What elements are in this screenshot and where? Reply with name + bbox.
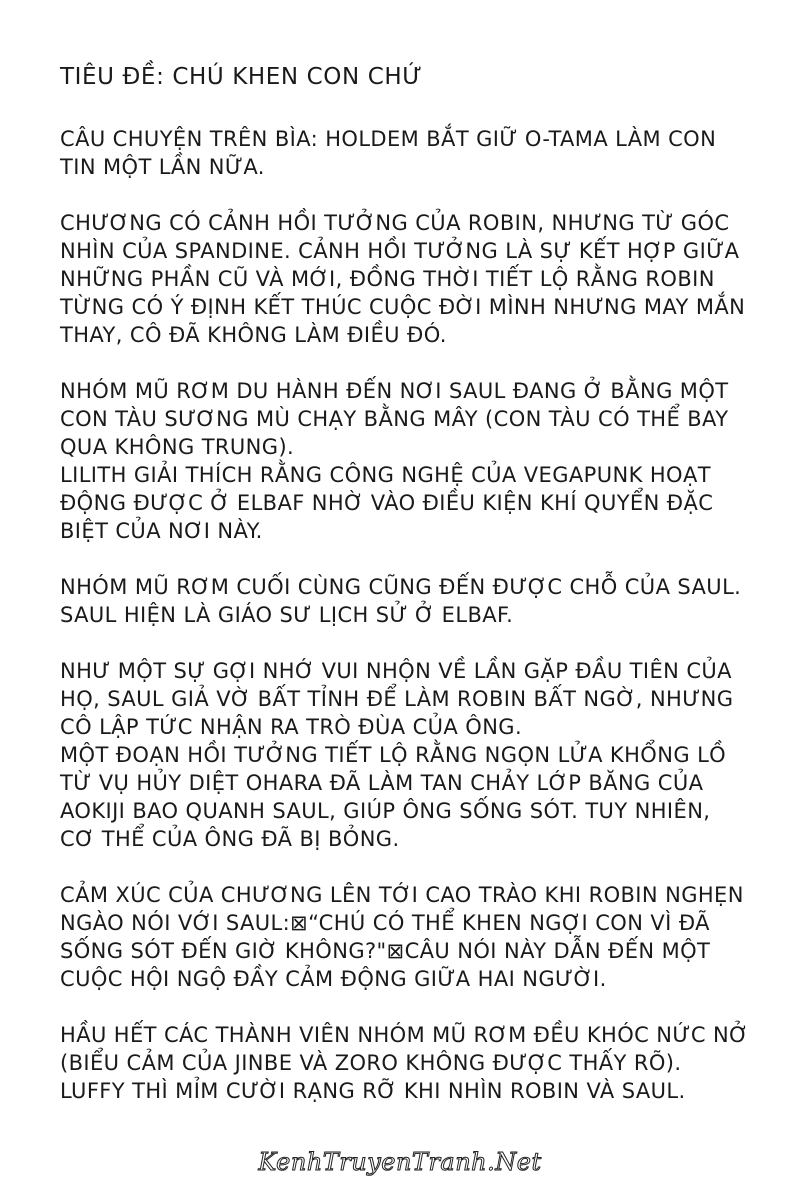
text-line: CÂU CHUYỆN TRÊN BÌA: HOLDEM BẮT GIỮ O-TAMA LÀM CON: [60, 127, 717, 151]
text-line: (BIỂU CẢM CỦA JINBE VÀ ZORO KHÔNG ĐƯỢC THẤY RÕ).: [60, 1051, 682, 1075]
text-line: NHÌN CỦA SPANDINE. CẢNH HỒI TƯỞNG LÀ SỰ KẾT HỢP GIỮA: [60, 239, 740, 263]
text-line: HỌ, SAUL GIẢ VỜ BẤT TỈNH ĐỂ LÀM ROBIN BẤT NGỜ, NHƯNG: [60, 687, 734, 711]
text-line: NHỮNG PHẦN CŨ VÀ MỚI, ĐỒNG THỜI TIẾT LỘ RẰNG ROBIN: [60, 267, 715, 291]
site-watermark: KenhTruyenTranh.Net: [258, 1148, 542, 1176]
text-line: TỪNG CÓ Ý ĐỊNH KẾT THÚC CUỘC ĐỜI MÌNH NHƯNG MAY MẮN: [60, 295, 746, 319]
text-line: NHƯ MỘT SỰ GỢI NHỚ VUI NHỘN VỀ LẦN GẶP ĐẦU TIÊN CỦA: [60, 659, 732, 683]
text-line: NGÀO NÓI VỚI SAUL:⊠“CHÚ CÓ THỂ KHEN NGỢI CON VÌ ĐÃ: [60, 911, 710, 935]
text-line: LILITH GIẢI THÍCH RẰNG CÔNG NGHỆ CỦA VEGAPUNK HOẠT: [60, 463, 711, 487]
text-line: SỐNG SÓT ĐẾN GIỜ KHÔNG?"⊠CÂU NÓI NÀY DẪN ĐẾN MỘT: [60, 939, 711, 963]
chapter-title: TIÊU ĐỀ: CHÚ KHEN CON CHỨ: [60, 64, 423, 90]
text-line: THAY, CÔ ĐÃ KHÔNG LÀM ĐIỀU ĐÓ.: [60, 323, 447, 347]
text-line: BIỆT CỦA NƠI NÀY.: [60, 519, 263, 543]
text-line: NHÓM MŨ RƠM DU HÀNH ĐẾN NƠI SAUL ĐANG Ở BẰNG MỘT: [60, 379, 729, 403]
text-line: CẢM XÚC CỦA CHƯƠNG LÊN TỚI CAO TRÀO KHI ROBIN NGHẸN: [60, 883, 744, 907]
text-line: QUA KHÔNG TRUNG).: [60, 435, 295, 459]
text-line: AOKIJI BAO QUANH SAUL, GIÚP ÔNG SỐNG SÓT. TUY NHIÊN,: [60, 799, 711, 823]
text-line: NHÓM MŨ RƠM CUỐI CÙNG CŨNG ĐẾN ĐƯỢC CHỖ CỦA SAUL.: [60, 575, 742, 599]
text-line: LUFFY THÌ MỈM CƯỜI RẠNG RỠ KHI NHÌN ROBIN VÀ SAUL.: [60, 1079, 686, 1103]
text-line: TỪ VỤ HỦY DIỆT OHARA ĐÃ LÀM TAN CHẢY LỚP BĂNG CỦA: [60, 771, 704, 795]
text-line: MỘT ĐOẠN HỒI TƯỞNG TIẾT LỘ RẰNG NGỌN LỬA KHỔNG LỒ: [60, 743, 727, 767]
text-line: CƠ THỂ CỦA ÔNG ĐÃ BỊ BỎNG.: [60, 827, 400, 851]
text-line: HẦU HẾT CÁC THÀNH VIÊN NHÓM MŨ RƠM ĐỀU KHÓC NỨC NỞ: [60, 1023, 749, 1047]
text-line: CÔ LẬP TỨC NHẬN RA TRÒ ĐÙA CỦA ÔNG.: [60, 715, 523, 739]
text-line: ĐỘNG ĐƯỢC Ở ELBAF NHỜ VÀO ĐIỀU KIỆN KHÍ QUYỂN ĐẶC: [60, 491, 714, 515]
text-line: CHƯƠNG CÓ CẢNH HỒI TƯỞNG CỦA ROBIN, NHƯNG TỪ GÓC: [60, 211, 730, 235]
text-line: CUỘC HỘI NGỘ ĐẦY CẢM ĐỘNG GIỮA HAI NGƯỜI.: [60, 967, 607, 991]
text-line: TIN MỘT LẦN NỮA.: [60, 155, 265, 179]
text-line: SAUL HIỆN LÀ GIÁO SƯ LỊCH SỬ Ở ELBAF.: [60, 603, 514, 627]
text-line: CON TÀU SƯƠNG MÙ CHẠY BẰNG MÂY (CON TÀU CÓ THỂ BAY: [60, 407, 729, 431]
